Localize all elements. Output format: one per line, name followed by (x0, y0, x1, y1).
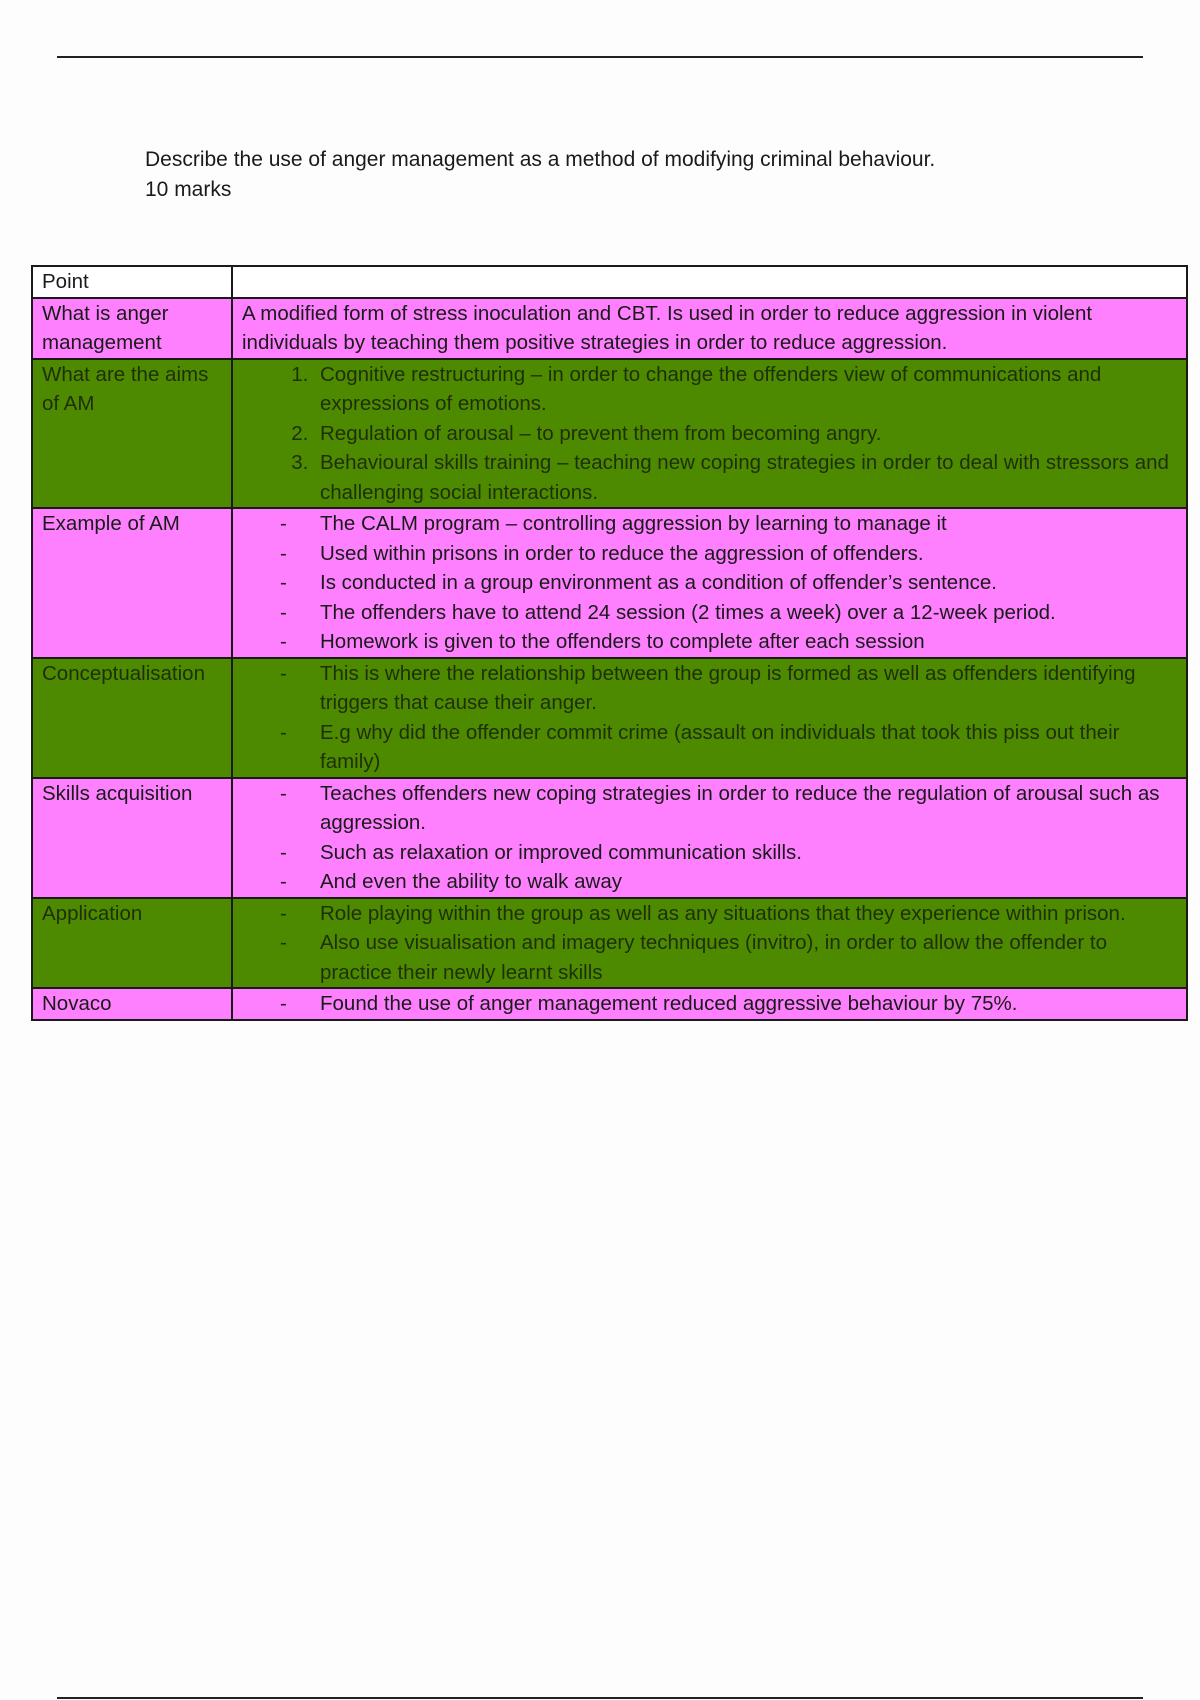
table-row-what-is-am (32, 298, 1187, 359)
header-rule (57, 56, 1143, 58)
header-detail-cell (232, 266, 1187, 298)
list-item: - Also use visualisation and imagery techniques (invitro), in order to allow the offender to practice their newly learnt skills (314, 928, 1180, 987)
anger-management-table (31, 265, 1188, 1021)
aims-list (242, 360, 1180, 508)
header-point-cell: Point (32, 266, 232, 298)
detail-cell (232, 898, 1187, 989)
table-header-row (32, 266, 1187, 298)
detail-cell (232, 658, 1187, 778)
list-item: - Used within prisons in order to reduce the aggression of offenders. (314, 539, 1180, 569)
list-item: - Is conducted in a group environment as a condition of offender’s sentence. (314, 568, 1180, 598)
skills-list (242, 779, 1180, 897)
point-cell: Novaco (32, 988, 232, 1020)
list-item: - The CALM program – controlling aggression by learning to manage it (314, 509, 1180, 539)
list-item: - Role playing within the group as well as any situations that they experience within prison. (314, 899, 1180, 929)
list-item: - Teaches offenders new coping strategies in order to reduce the regulation of arousal such as aggression. (314, 779, 1180, 838)
point-cell: Skills acquisition (32, 778, 232, 898)
detail-cell (232, 778, 1187, 898)
novaco-list (242, 989, 1180, 1019)
table-row-novaco (32, 988, 1187, 1020)
table-row-conceptualisation (32, 658, 1187, 778)
point-cell: Application (32, 898, 232, 989)
question-text: Describe the use of anger management as a method of modifying criminal behaviour. (145, 148, 936, 171)
table-row-aims (32, 359, 1187, 509)
detail-cell (232, 508, 1187, 658)
detail-cell (232, 988, 1187, 1020)
list-item: 2. Regulation of arousal – to prevent them from becoming angry. (314, 419, 1180, 449)
table-row-skills (32, 778, 1187, 898)
point-cell: Example of AM (32, 508, 232, 658)
conceptualisation-list (242, 659, 1180, 777)
list-item: 3. Behavioural skills training – teaching new coping strategies in order to deal with stressors and challenging social interactions. (314, 448, 1180, 507)
example-list (242, 509, 1180, 657)
list-item: - The offenders have to attend 24 session (2 times a week) over a 12-week period. (314, 598, 1180, 628)
point-cell: Conceptualisation (32, 658, 232, 778)
list-item: - E.g why did the offender commit crime (assault on individuals that took this piss out their family) (314, 718, 1180, 777)
list-item: - Homework is given to the offenders to complete after each session (314, 627, 1180, 657)
question-marks: 10 marks (145, 178, 232, 201)
footer-rule (57, 1697, 1143, 1699)
list-item: - And even the ability to walk away (314, 867, 1180, 897)
table-row-example (32, 508, 1187, 658)
detail-cell: A modified form of stress inoculation and CBT. Is used in order to reduce aggression in violent individuals by teaching them positive strategies in order to reduce aggression. (232, 298, 1187, 359)
application-list (242, 899, 1180, 988)
table-row-application (32, 898, 1187, 989)
point-cell: What are the aims of AM (32, 359, 232, 509)
list-item: 1. Cognitive restructuring – in order to change the offenders view of communications and expressions of emotions. (314, 360, 1180, 419)
point-cell: What is anger management (32, 298, 232, 359)
question-block (145, 145, 935, 205)
detail-cell (232, 359, 1187, 509)
list-item: - Such as relaxation or improved communication skills. (314, 838, 1180, 868)
list-item: - Found the use of anger management reduced aggressive behaviour by 75%. (314, 989, 1180, 1019)
list-item: - This is where the relationship between the group is formed as well as offenders identifying triggers that cause their anger. (314, 659, 1180, 718)
